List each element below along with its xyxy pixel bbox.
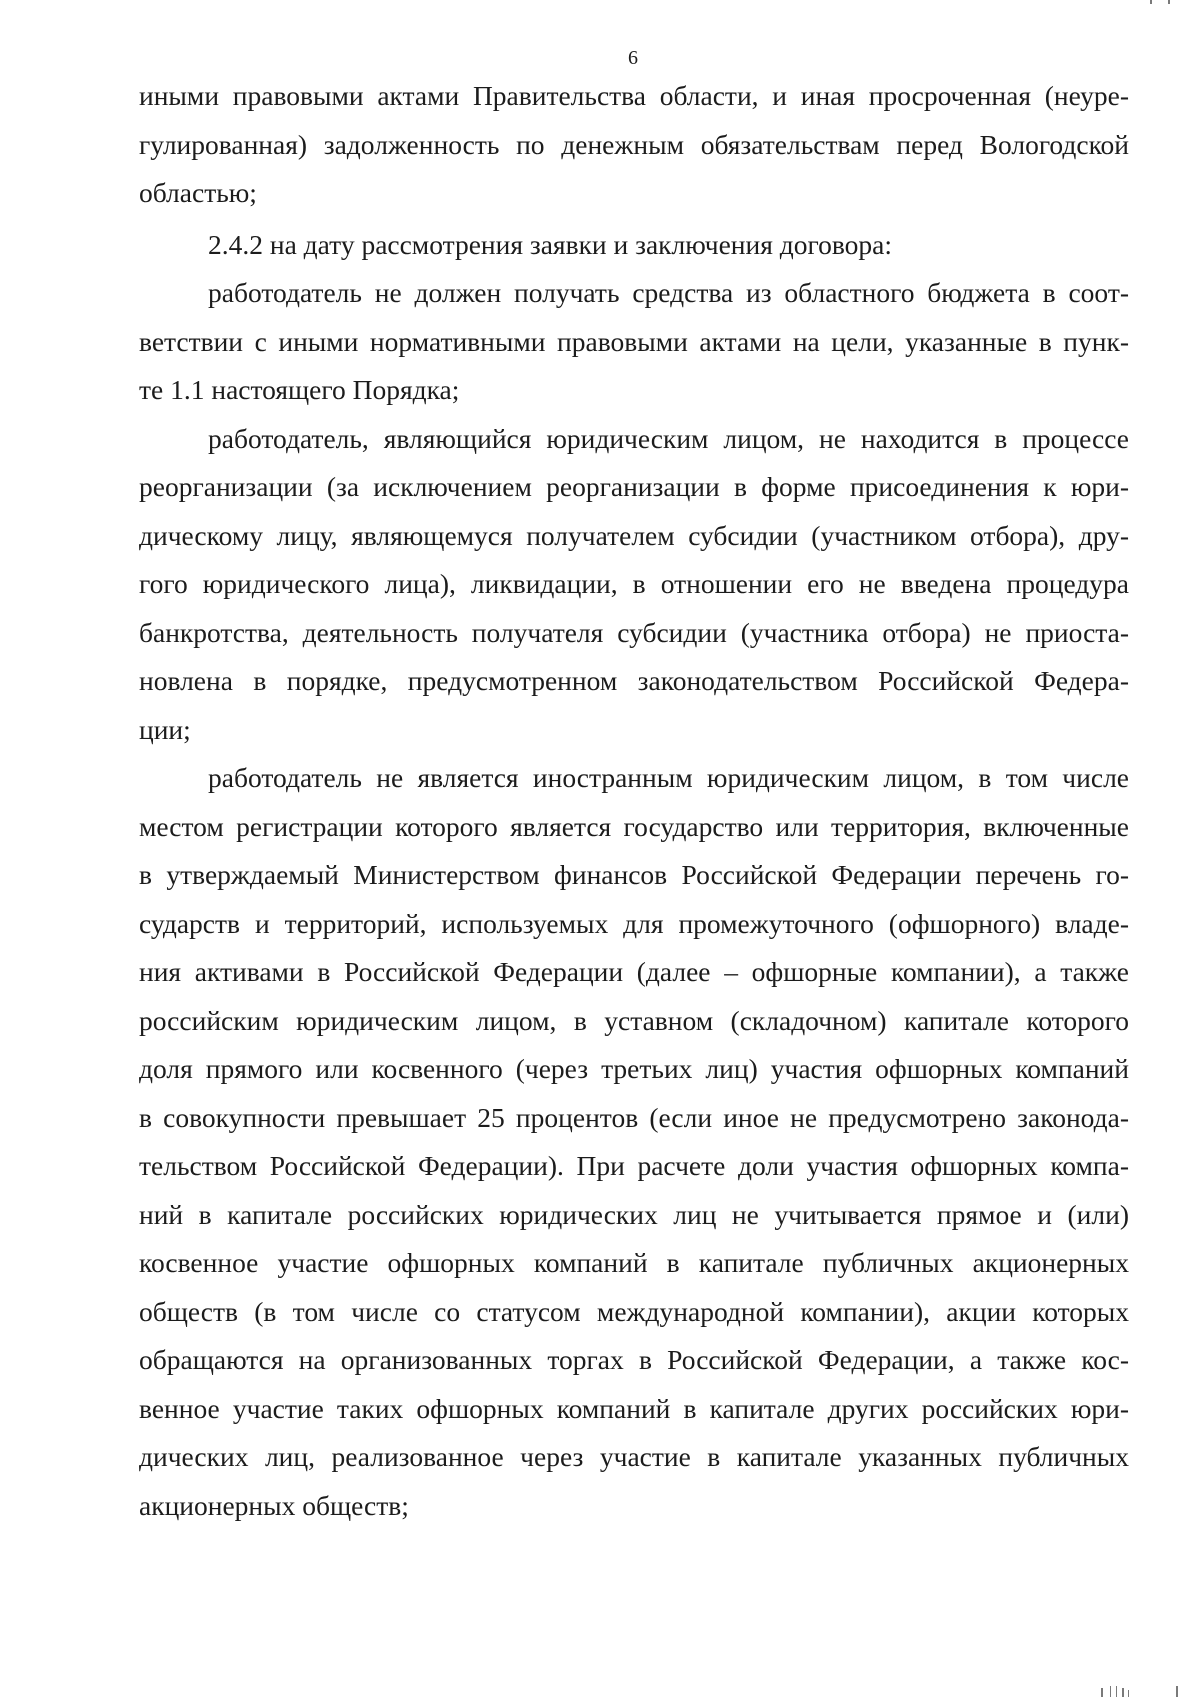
- scan-artifact: [1150, 0, 1152, 4]
- page-number: 6: [628, 47, 638, 69]
- text-line: ния активами в Российской Федерации (далее – офшорные компании), а также: [139, 956, 1129, 987]
- text-line: обращаются на организованных торгах в Российской Федерации, а также кос-: [139, 1344, 1129, 1375]
- paragraph-heading: 2.4.2 на дату рассмотрения заявки и заключения договора:: [208, 228, 892, 260]
- scan-artifact: [1101, 1688, 1103, 1697]
- text-line: гого юридического лица), ликвидации, в отношении его не введена процедура: [139, 568, 1129, 599]
- text-line: тельством Российской Федерации). При расчете доли участия офшорных компа-: [139, 1150, 1129, 1181]
- scan-artifact: [1122, 1688, 1124, 1697]
- text-line: работодатель, являющийся юридическим лицом, не находится в процессе: [208, 422, 1129, 454]
- text-line: местом регистрации которого является государство или территория, включенные: [139, 810, 1129, 842]
- scan-artifact: [1116, 1686, 1117, 1697]
- text-line: работодатель не должен получать средства из областного бюджета в соот-: [208, 277, 1129, 308]
- text-line: доля прямого или косвенного (через третьих лиц) участия офшорных компаний: [139, 1053, 1129, 1084]
- text-line: банкротства, деятельность получателя субсидии (участника отбора) не приоста-: [139, 616, 1129, 648]
- text-line: иными правовыми актами Правительства области, и иная просроченная (неуре-: [139, 80, 1129, 111]
- text-line: косвенное участие офшорных компаний в капитале публичных акционерных: [139, 1247, 1129, 1278]
- text-line: работодатель не является иностранным юридическим лицом, в том числе: [208, 762, 1129, 793]
- text-line: гулированная) задолженность по денежным обязательствам перед Вологодской: [139, 128, 1129, 160]
- text-line: в совокупности превышает 25 процентов (если иное не предусмотрено законода-: [139, 1101, 1129, 1133]
- text-line: дическому лицу, являющемуся получателем субсидии (участником отбора), дру-: [139, 519, 1129, 551]
- text-line: обществ (в том числе со статусом международной компании), акции которых: [139, 1295, 1129, 1327]
- text-line: акционерных обществ;: [139, 1489, 409, 1521]
- scan-artifact: [1176, 1686, 1178, 1697]
- text-line: реорганизации (за исключением реорганизации в форме присоединения к юри-: [139, 471, 1129, 502]
- scan-artifact: [1168, 0, 1170, 4]
- text-line: ции;: [139, 713, 191, 745]
- text-line: областью;: [139, 177, 257, 208]
- text-line: ветствии с иными нормативными правовыми актами на цели, указанные в пунк-: [139, 325, 1129, 357]
- text-line: венное участие таких офшорных компаний в капитале других российских юри-: [139, 1392, 1129, 1424]
- text-line: новлена в порядке, предусмотренном законодательством Российской Федера-: [139, 665, 1129, 696]
- document-body: [139, 72, 1129, 1530]
- scan-artifact: [1110, 1686, 1111, 1697]
- text-line: те 1.1 настоящего Порядка;: [139, 374, 460, 405]
- text-line: дических лиц, реализованное через участие в капитале указанных публичных: [139, 1441, 1129, 1472]
- text-line: российским юридическим лицом, в уставном (складочном) капитале которого: [139, 1004, 1129, 1036]
- text-line: в утверждаемый Министерством финансов Российской Федерации перечень го-: [139, 859, 1129, 890]
- scan-artifact: [1128, 1690, 1129, 1697]
- text-line: сударств и территорий, используемых для промежуточного (офшорного) владе-: [139, 907, 1129, 939]
- text-line: ний в капитале российских юридических лиц не учитывается прямое и (или): [139, 1198, 1129, 1230]
